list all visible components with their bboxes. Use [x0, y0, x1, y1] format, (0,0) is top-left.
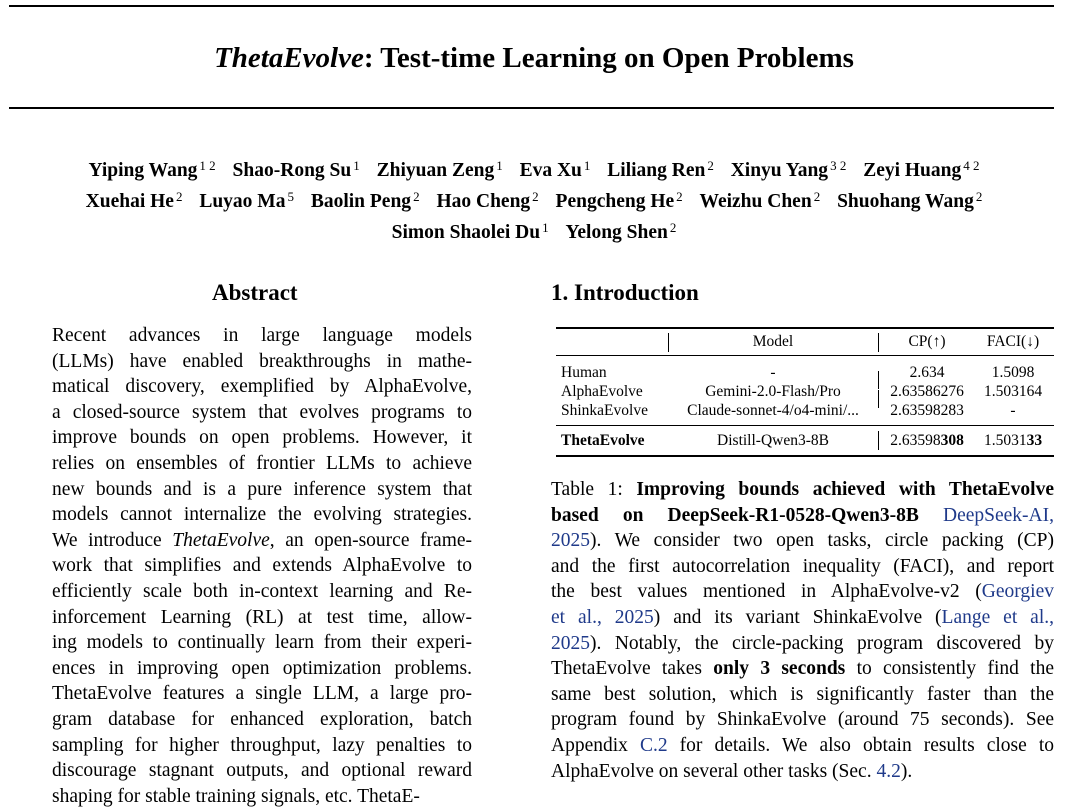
abstract-line: a closed-source system that evolves programs to: [52, 401, 472, 423]
author-name: Luyao Ma: [199, 191, 286, 212]
header-model: Model: [752, 333, 794, 350]
table-top-rule: [556, 327, 1054, 329]
author-name: Eva Xu: [519, 160, 582, 181]
table-cell-faci: 1.503164: [983, 383, 1043, 400]
author: [565, 222, 676, 243]
col-separator: [878, 371, 879, 389]
author-name: Baolin Peng: [310, 191, 412, 212]
abstract-line: inforcement Learning (RL) at test time, allow-: [52, 606, 472, 628]
table-cell-model: Claude-sonnet-4/o4-mini/...: [687, 402, 859, 419]
ours-cp-bold: 308: [940, 432, 964, 449]
abstract-line: relies on ensembles of frontier LLMs to achieve: [52, 452, 472, 474]
caption-line: Appendix C.2 for details. We also obtain results close to: [551, 734, 1054, 756]
table-cell-cp: 2.634: [909, 364, 945, 381]
author-name: Shao-Rong Su: [232, 160, 352, 181]
abstract-line: new bounds and is a pure inference system that: [52, 478, 472, 500]
table-cell-method: AlphaEvolve: [561, 383, 643, 400]
citation-link[interactable]: 4.2: [876, 760, 901, 782]
caption-line: [551, 503, 1054, 529]
author-name: Xuehai He: [85, 191, 174, 212]
author-name: Shuohang Wang: [837, 191, 974, 212]
author-affiliation: 2: [707, 158, 714, 173]
table-cell-faci: 1.5098: [991, 364, 1035, 381]
header-cp: CP(↑): [908, 333, 946, 350]
abstract-line: ThetaEvolve features a single LLM, a large pro-: [52, 683, 472, 705]
author-affiliation: 3 2: [830, 158, 847, 173]
author-affiliation: 1: [583, 158, 591, 173]
abstract-line: efficiently scale both in-context learning and Re-: [52, 580, 472, 602]
ours-faci-bold: 33: [1026, 432, 1043, 449]
author-affiliation: 2: [413, 189, 420, 204]
table-cell-faci: -: [1010, 402, 1016, 419]
caption-line: same best solution, which is significantly faster than the: [551, 683, 1054, 705]
introduction-heading: 1. Introduction: [551, 280, 699, 305]
ours-faci: [974, 431, 1052, 450]
author: [700, 191, 821, 212]
col-separator: [878, 431, 879, 450]
abstract-line: sampling for higher throughput, lazy penalties to: [52, 734, 472, 756]
title-bottom-rule: [9, 107, 1054, 109]
abstract-line: gram database for enhanced exploration, batch: [52, 708, 472, 730]
citation-link[interactable]: 2025: [551, 530, 590, 552]
top-rule: [9, 5, 1054, 7]
caption-line: 2025). Notably, the circle-packing program discovered by: [551, 632, 1054, 654]
author: [392, 222, 549, 243]
abstract-body: [52, 323, 472, 809]
author: [863, 160, 979, 181]
table-mid-rule: [556, 425, 1054, 426]
author-affiliation: 4 2: [963, 158, 980, 173]
citation-link[interactable]: DeepSeek-AI,: [943, 504, 1054, 526]
caption-line: program found by ShinkaEvolve (around 75 seconds). See: [551, 709, 1054, 731]
citation-link[interactable]: et al., 2025: [551, 606, 654, 628]
author-affiliation: 2: [975, 189, 983, 204]
author-name: Yiping Wang: [88, 160, 198, 181]
author-affiliation: 1: [542, 220, 549, 235]
citation-link[interactable]: Georgiev: [981, 581, 1054, 603]
author-affiliation: 1: [496, 158, 503, 173]
abstract-line: shaping for stable training signals, etc. ThetaE-: [52, 785, 420, 807]
author-name: Zhiyuan Zeng: [376, 160, 495, 181]
table-cell-method: Human: [561, 364, 607, 381]
author: [377, 160, 503, 181]
abstract-line: models cannot internalize the evolving strategies.: [52, 504, 472, 526]
table-cell-method: ShinkaEvolve: [561, 402, 648, 419]
citation-link[interactable]: C.2: [639, 734, 668, 756]
table-caption: [551, 477, 1054, 784]
caption-bold-text: only 3 seconds: [713, 658, 846, 680]
author-name: Weizhu Chen: [699, 191, 812, 212]
author-name: Zeyi Huang: [863, 160, 962, 181]
author-name: Yelong Shen: [565, 222, 668, 243]
caption-line: Table 1: Improving bounds achieved with ThetaEvolve: [551, 479, 1054, 500]
caption-line: et al., 2025) and its variant ShinkaEvolve (Lange et al.,: [551, 606, 1054, 628]
col-separator: [878, 390, 879, 408]
paper-title: [0, 40, 1068, 76]
caption-bold-text: Improving bounds achieved with ThetaEvolve: [636, 479, 1054, 500]
author: [837, 191, 982, 212]
abstract-heading: Abstract: [212, 280, 298, 305]
ours-cp-plain: 2.63598: [890, 432, 941, 449]
author: [233, 160, 360, 181]
author: [86, 191, 183, 212]
table-cell-cp: 2.63598283: [890, 402, 964, 419]
results-table: [556, 327, 1054, 457]
author: [311, 191, 420, 212]
header-faci: FACI(↓): [986, 333, 1040, 350]
author: [731, 160, 847, 181]
abstract-line: improve bounds on open problems. However, it: [52, 427, 472, 449]
abstract-line: ing models to continually learn from their experi-: [52, 632, 472, 654]
author: [520, 160, 591, 181]
author-affiliation: 2: [175, 189, 183, 204]
ours-faci-plain: 1.5031: [983, 432, 1027, 449]
author-affiliation: 2: [813, 189, 821, 204]
citation-link[interactable]: Lange et al.,: [941, 606, 1054, 628]
abstract-line: work that simplifies and extends AlphaEvolve to: [52, 555, 472, 577]
caption-line: and the first autocorrelation inequality (FACI), and report: [551, 555, 1054, 577]
title-italic-part: ThetaEvolve: [214, 42, 364, 74]
author-affiliation: 2: [532, 189, 539, 204]
col-separator: [878, 333, 879, 352]
caption-line: the best values mentioned in AlphaEvolve-v2 (Georgiev: [551, 581, 1054, 603]
author-affiliation: 1: [353, 158, 360, 173]
ours-model: Distill-Qwen3-8B: [717, 432, 829, 449]
title-rest: : Test-time Learning on Open Problems: [363, 42, 854, 74]
author-name: Pengcheng He: [555, 191, 675, 212]
table-cell-cp: 2.63586276: [890, 383, 964, 400]
abstract-line: discourage stagnant outputs, and optional reward: [52, 760, 472, 782]
author-affiliation: 2: [669, 220, 677, 235]
author-name: Xinyu Yang: [730, 160, 829, 181]
citation-link[interactable]: 2025: [551, 632, 590, 654]
table-header-rule: [556, 355, 1054, 356]
table-bottom-rule: [556, 455, 1054, 457]
abstract-line: We introduce ThetaEvolve, an open-source frame-: [52, 529, 472, 551]
author: [436, 191, 538, 212]
author: [199, 191, 294, 212]
caption-line: 2025). We consider two open tasks, circle packing (CP): [551, 530, 1054, 552]
table-cell-model: Gemini-2.0-Flash/Pro: [705, 383, 841, 400]
abstract-line: (LLMs) have enabled breakthroughs in mathe-: [52, 350, 472, 372]
ours-method: ThetaEvolve: [561, 432, 645, 449]
abstract-line: Recent advances in large language models: [52, 325, 472, 346]
author: [88, 160, 215, 181]
abstract-line: matical discovery, exemplified by AlphaEvolve,: [52, 376, 472, 398]
author: [607, 160, 714, 181]
abstract-line: ences in improving open optimization problems.: [52, 657, 472, 679]
author-name: Hao Cheng: [436, 191, 531, 212]
ours-cp: [880, 431, 974, 450]
author-affiliation: 2: [676, 189, 683, 204]
table-cell-model: -: [770, 364, 776, 381]
caption-line: ThetaEvolve takes only 3 seconds to consistently find the: [551, 658, 1054, 680]
author-name: Liliang Ren: [607, 160, 706, 181]
caption-bold-text: based on DeepSeek-R1-0528-Qwen3-8B: [551, 504, 919, 526]
author-name: Simon Shaolei Du: [391, 222, 541, 243]
author-affiliation: 1 2: [199, 158, 216, 173]
author-list: [0, 153, 1068, 246]
author-affiliation: 5: [287, 189, 294, 204]
caption-line: AlphaEvolve on several other tasks (Sec. 4.2).: [551, 760, 913, 782]
author: [556, 191, 683, 212]
